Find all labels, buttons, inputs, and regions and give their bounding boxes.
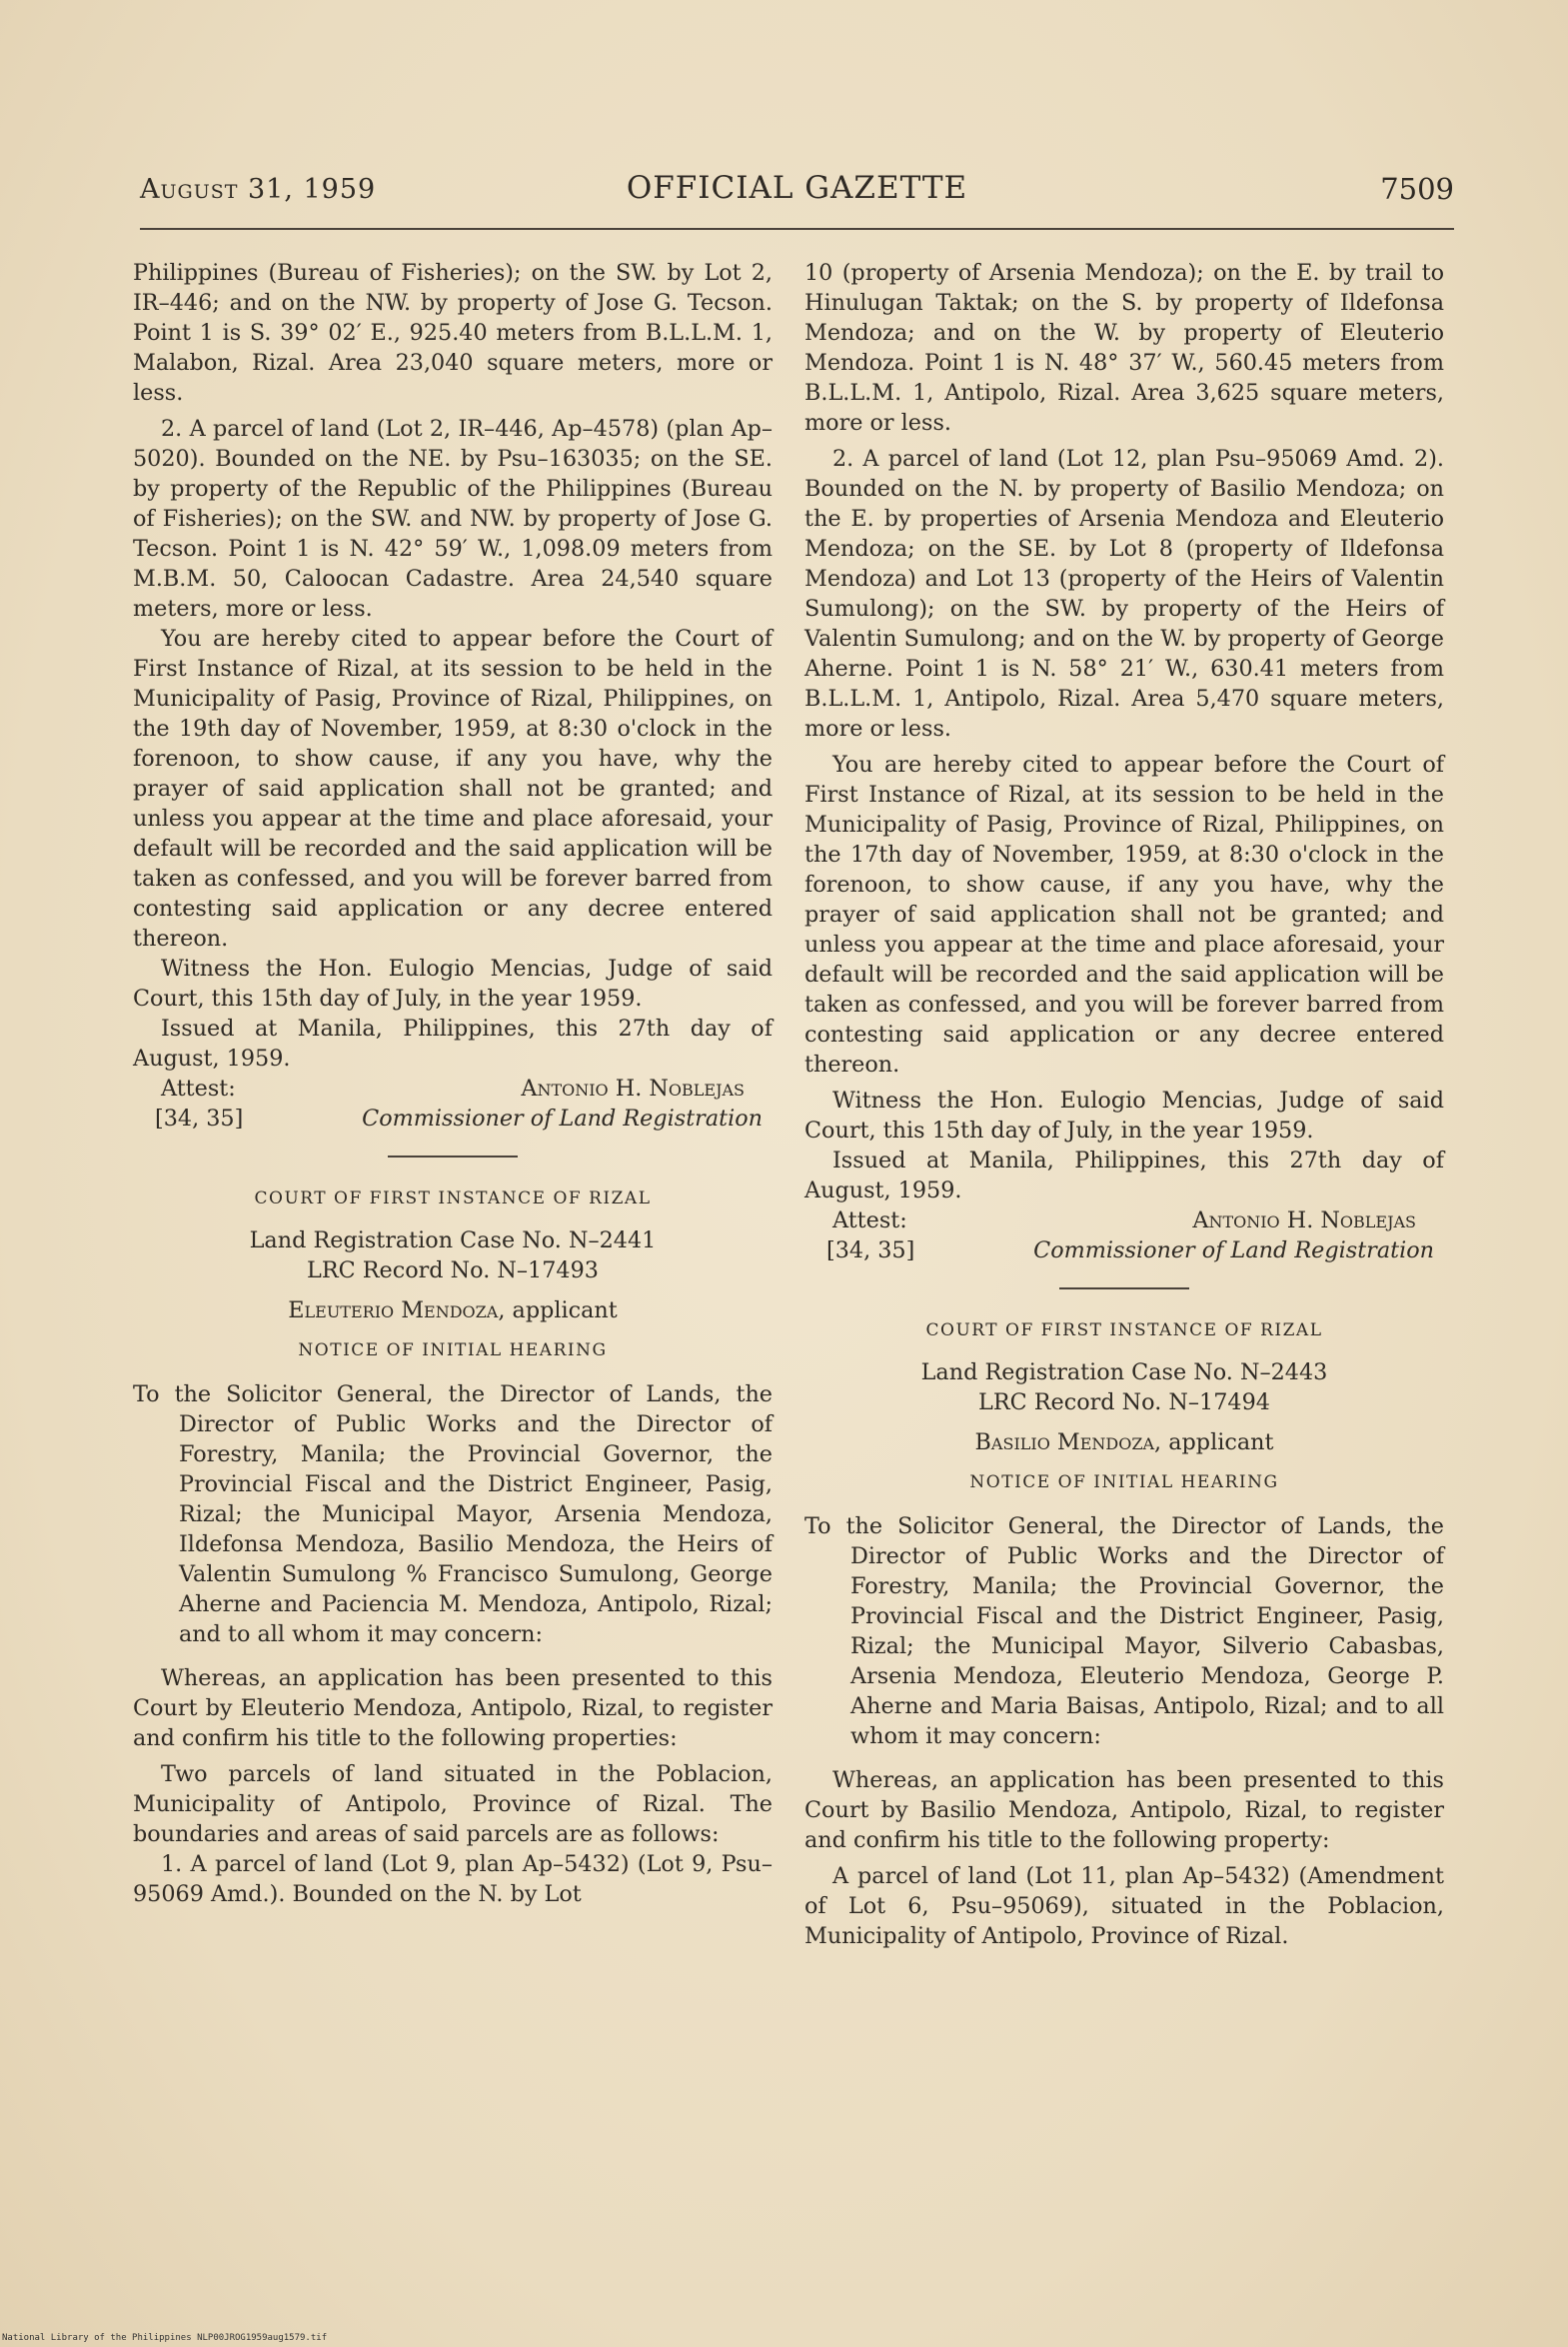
right-parcel: A parcel of land (Lot 11, plan Ap–5432) (Amendment of Lot 6, Psu–95069), situated in the Poblacion, Municipality of Antipolo, Province of Rizal. xyxy=(804,1863,1444,1949)
right-paragraph-2: 2. A parcel of land (Lot 12, plan Psu–95069 Amd. 2). Bounded on the N. by property of Basilio Mendoza; on the E. by properties of Arsenia Mendoza and Eleuterio Mendoza; on the SE. by Lot 8 (property of Ildefonsa Mendoza) and Lot 13 (property of the Heirs of Valentin Sumulong); on the SW. by property of the Heirs of Valentin Sumulong; and on the W. by property of George Aherne. Point 1 is N. 58° 21′ W., 630.41 meters from B.L.L.M. 1, Antipolo, Rizal. Area 5,470 square meters, more or less. xyxy=(804,446,1444,742)
left-applicant-name: Eleuterio Mendoza, xyxy=(288,1297,506,1323)
right-court-heading: COURT OF FIRST INSTANCE OF RIZAL xyxy=(925,1320,1323,1340)
left-attest-row xyxy=(133,1074,773,1104)
left-paragraph-2: 2. A parcel of land (Lot 2, IR–446, Ap–4578) (plan Ap–5020). Bounded on the NE. by Psu–163035; on the SE. by property of the Republic of the Philippines (Bureau of Fisheries); on the SW. and NW. by property of Jose G. Tecson. Point 1 is N. 42° 59′ W., 1,098.09 meters from M.B.M. 50, Caloocan Cadastre. Area 24,540 square meters, more or less. xyxy=(133,416,773,622)
left-attest-name: Antonio H. Noblejas xyxy=(521,1076,745,1102)
left-paragraph-3: You are hereby cited to appear before the Court of First Instance of Rizal, at its session to be held in the Municipality of Pasig, Province of Rizal, Philippines, on the 19th day of November, 1959, at 8:30 o'clock in the forenoon, to show cause, if any you have, why the prayer of said application shall not be granted; and unless you appear at the time and place aforesaid, your default will be recorded and the said application will be taken as confessed, and you will be forever barred from contesting said application or any decree entered thereon. xyxy=(133,626,773,952)
right-attest-title: Commissioner of Land Registration xyxy=(1033,1237,1434,1263)
header-date: August 31, 1959 xyxy=(140,174,377,205)
right-paragraph-5: Issued at Manila, Philippines, this 27th day of August, 1959. xyxy=(804,1148,1444,1203)
header-title: OFFICIAL GAZETTE xyxy=(626,170,968,206)
right-attest-row xyxy=(804,1205,1444,1235)
left-applicant xyxy=(133,1295,773,1325)
left-two-parcels: Two parcels of land situated in the Poblacion, Municipality of Antipolo, Province of Rizal. The boundaries and areas of said parcels are as follows: xyxy=(133,1761,773,1847)
left-addressees: To the Solicitor General, the Director of Lands, the Director of Public Works and the Director of Forestry, Manila; the Provincial Governor, the Provincial Fiscal and the District Engineer, Pasig, Rizal; the Municipal Mayor, Arsenia Mendoza, Ildefonsa Mendoza, Basilio Mendoza, the Heirs of Valentin Sumulong % Francisco Sumulong, George Aherne and Paciencia M. Mendoza, Antipolo, Rizal; and to all whom it may concern: xyxy=(133,1381,773,1647)
left-parcel-1: 1. A parcel of land (Lot 9, plan Ap–5432) (Lot 9, Psu–95069 Amd.). Bounded on the N. by Lot xyxy=(133,1851,773,1907)
right-applicant xyxy=(804,1427,1444,1457)
left-paragraph-1: Philippines (Bureau of Fisheries); on the SW. by Lot 2, IR–446; and on the NW. by property of Jose G. Tecson. Point 1 is S. 39° 02′ E., 925.40 meters from B.L.L.M. 1, Malabon, Rizal. Area 23,040 square meters, more or less. xyxy=(133,260,773,406)
left-attest-title: Commissioner of Land Registration xyxy=(362,1106,763,1132)
header-rule xyxy=(140,228,1454,230)
right-section-divider xyxy=(1059,1287,1189,1289)
left-paragraph-5: Issued at Manila, Philippines, this 27th day of August, 1959. xyxy=(133,1016,773,1072)
left-case-number: Land Registration Case No. N–2441 xyxy=(249,1227,657,1253)
right-attest-row-2 xyxy=(804,1235,1444,1265)
right-paragraph-4: Witness the Hon. Eulogio Mencias, Judge of said Court, this 15th day of July, in the year 1959. xyxy=(804,1088,1444,1144)
right-applicant-name: Basilio Mendoza, xyxy=(974,1429,1162,1455)
right-attest-ref: [34, 35] xyxy=(826,1237,915,1263)
right-notice-heading: NOTICE OF INITIAL HEARING xyxy=(969,1472,1279,1492)
right-addressees: To the Solicitor General, the Director of Lands, the Director of Public Works and the Director of Forestry, Manila; the Provincial Governor, the Provincial Fiscal and the District Engineer, Pasig, Rizal; the Municipal Mayor, Silverio Cabasbas, Arsenia Mendoza, Eleuterio Mendoza, George P. Aherne and Maria Baisas, Antipolo, Rizal; and to all whom it may concern: xyxy=(804,1513,1444,1749)
right-paragraph-3: You are hereby cited to appear before the Court of First Instance of Rizal, at its session to be held in the Municipality of Pasig, Province of Rizal, Philippines, on the 17th day of November, 1959, at 8:30 o'clock in the forenoon, to show cause, if any you have, why the prayer of said application shall not be granted; and unless you appear at the time and place aforesaid, your default will be recorded and the said application will be taken as confessed, and you will be forever barred from contesting said application or any decree entered thereon. xyxy=(804,752,1444,1078)
right-whereas: Whereas, an application has been presented to this Court by Basilio Mendoza, Antipolo, Rizal, to register and confirm his title to the following property: xyxy=(804,1767,1444,1853)
left-whereas: Whereas, an application has been presented to this Court by Eleuterio Mendoza, Antipolo, Rizal, to register and confirm his title to the following properties: xyxy=(133,1665,773,1751)
right-lrc-record: LRC Record No. N–17494 xyxy=(978,1389,1270,1415)
left-applicant-suffix: applicant xyxy=(505,1297,618,1323)
right-attest-label: Attest: xyxy=(832,1207,907,1233)
right-paragraph-1: 10 (property of Arsenia Mendoza); on the E. by trail to Hinulugan Taktak; on the S. by property of Ildefonsa Mendoza; and on the W. by property of Eleuterio Mendoza. Point 1 is N. 48° 37′ W., 560.45 meters from B.L.L.M. 1, Antipolo, Rizal. Area 3,625 square meters, more or less. xyxy=(804,260,1444,436)
left-paragraph-4: Witness the Hon. Eulogio Mencias, Judge of said Court, this 15th day of July, in the year 1959. xyxy=(133,956,773,1012)
scan-footer: National Library of the Philippines NLP00JROG1959aug1579.tif xyxy=(2,2333,328,2343)
left-attest-label: Attest: xyxy=(161,1076,236,1102)
left-attest-row-2 xyxy=(133,1104,773,1134)
right-applicant-suffix: applicant xyxy=(1161,1429,1274,1455)
left-attest-ref: [34, 35] xyxy=(155,1106,244,1132)
right-case-number: Land Registration Case No. N–2443 xyxy=(920,1359,1328,1385)
page-header xyxy=(140,170,1454,220)
page-number: 7509 xyxy=(1380,172,1454,206)
left-lrc-record: LRC Record No. N–17493 xyxy=(307,1257,599,1283)
right-column xyxy=(804,258,1444,1951)
left-notice-heading: NOTICE OF INITIAL HEARING xyxy=(298,1340,608,1360)
right-attest-name: Antonio H. Noblejas xyxy=(1192,1207,1416,1233)
left-section-divider xyxy=(388,1156,518,1158)
left-court-heading: COURT OF FIRST INSTANCE OF RIZAL xyxy=(254,1188,652,1208)
left-column xyxy=(133,258,773,1909)
